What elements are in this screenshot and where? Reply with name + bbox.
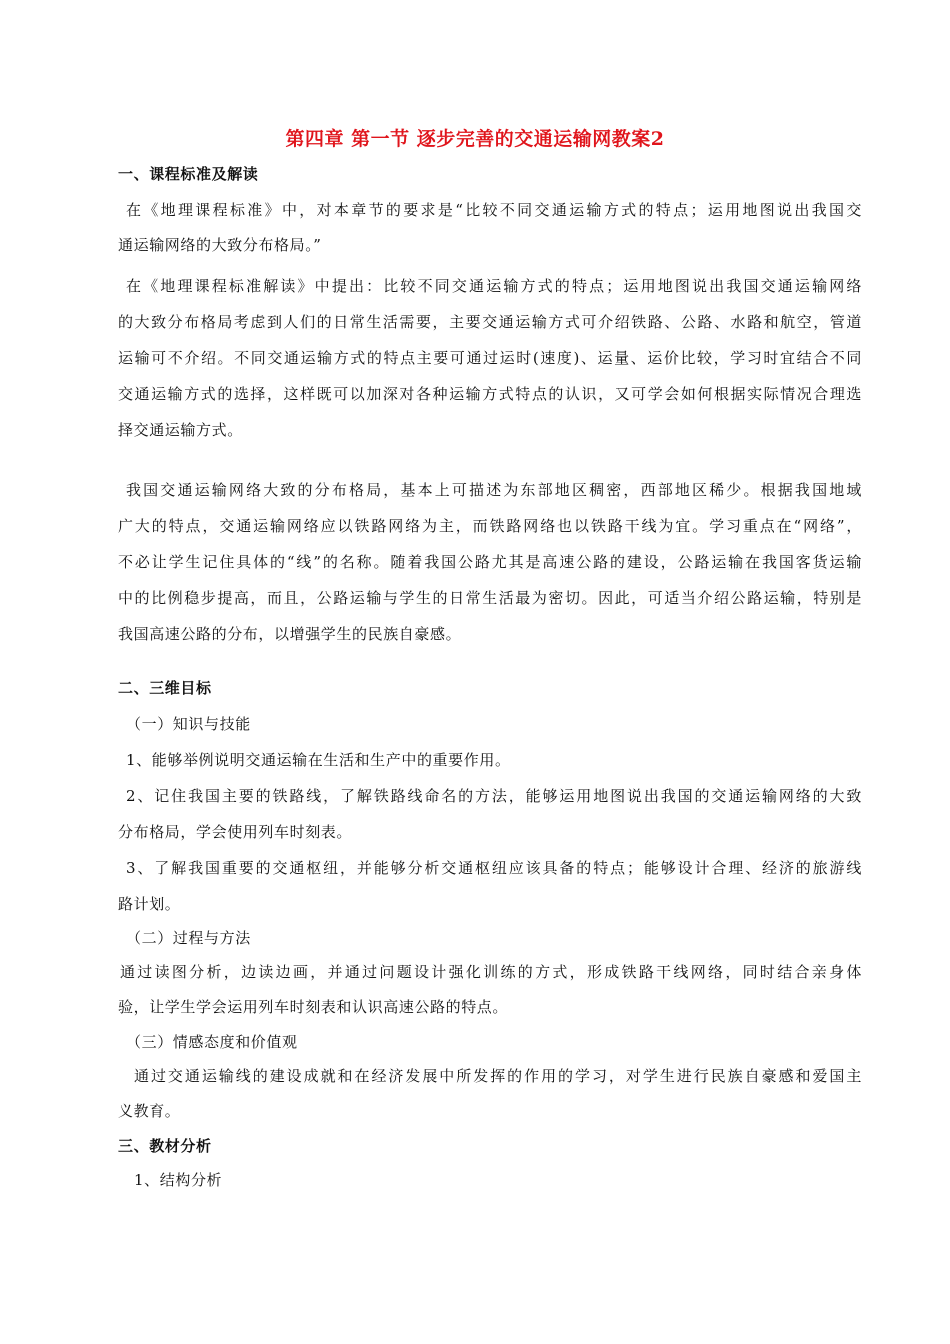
paragraph-line: 不必让学生记住具体的“线”的名称。随着我国公路尤其是高速公路的建设，公路运输在我国客货运输 (118, 553, 862, 571)
subsection-heading-attitudes: （三）情感态度和价值观 (126, 1033, 298, 1051)
paragraph-line: 运输可不介绍。不同交通运输方式的特点主要可通过运时(速度)、运量、运价比较，学习时宜结合不同 (118, 349, 862, 367)
paragraph-line: 在《地理课程标准》中，对本章节的要求是“比较不同交通运输方式的特点；运用地图说出我国交 (126, 201, 862, 219)
objective-item: 3、了解我国重要的交通枢纽，并能够分析交通枢纽应该具备的特点；能够设计合理、经济的旅游线 (126, 859, 862, 877)
objective-item: 2、记住我国主要的铁路线，了解铁路线命名的方法，能够运用地图说出我国的交通运输网络的大致 (126, 787, 862, 805)
paragraph-line: 验，让学生学会运用列车时刻表和认识高速公路的特点。 (118, 998, 509, 1016)
section-heading-standards: 一、课程标准及解读 (118, 165, 259, 183)
objective-item: 路计划。 (118, 895, 181, 913)
paragraph-line: 交通运输方式的选择，这样既可以加深对各种运输方式特点的认识，又可学会如何根据实际情况合理选 (118, 385, 862, 403)
paragraph-line: 中的比例稳步提高，而且，公路运输与学生的日常生活最为密切。因此，可适当介绍公路运输，特别是 (118, 589, 862, 607)
objective-item: 分布格局，学会使用列车时刻表。 (118, 823, 353, 841)
subsection-heading-knowledge: （一）知识与技能 (126, 715, 251, 733)
paragraph-line: 通过交通运输线的建设成就和在经济发展中所发挥的作用的学习，对学生进行民族自豪感和爱国主 (134, 1067, 862, 1085)
paragraph-line: 在《地理课程标准解读》中提出：比较不同交通运输方式的特点；运用地图说出我国交通运输网络 (126, 277, 862, 295)
section-heading-analysis: 三、教材分析 (118, 1137, 212, 1155)
paragraph-line: 择交通运输方式。 (118, 421, 243, 439)
page-title: 第四章 第一节 逐步完善的交通运输网教案2 (285, 128, 665, 150)
subsection-heading-structure: 1、结构分析 (134, 1171, 223, 1189)
paragraph-line: 我国交通运输网络大致的分布格局，基本上可描述为东部地区稠密，西部地区稀少。根据我国地域 (126, 481, 862, 499)
paragraph-line: 我国高速公路的分布，以增强学生的民族自豪感。 (118, 625, 462, 643)
paragraph-line: 通运输网络的大致分布格局。” (118, 236, 322, 254)
paragraph-line: 广大的特点，交通运输网络应以铁路网络为主，而铁路网络也以铁路干线为宜。学习重点在“网络”， (118, 517, 862, 535)
paragraph-line: 义教育。 (118, 1102, 181, 1120)
subsection-heading-process: （二）过程与方法 (126, 929, 251, 947)
section-heading-objectives: 二、三维目标 (118, 679, 212, 697)
paragraph-line: 的大致分布格局考虑到人们的日常生活需要，主要交通运输方式可介绍铁路、公路、水路和航空，管道 (118, 313, 862, 331)
paragraph-line: 通过读图分析，边读边画，并通过问题设计强化训练的方式，形成铁路干线网络，同时结合亲身体 (120, 963, 862, 981)
objective-item: 1、能够举例说明交通运输在生活和生产中的重要作用。 (126, 751, 511, 769)
